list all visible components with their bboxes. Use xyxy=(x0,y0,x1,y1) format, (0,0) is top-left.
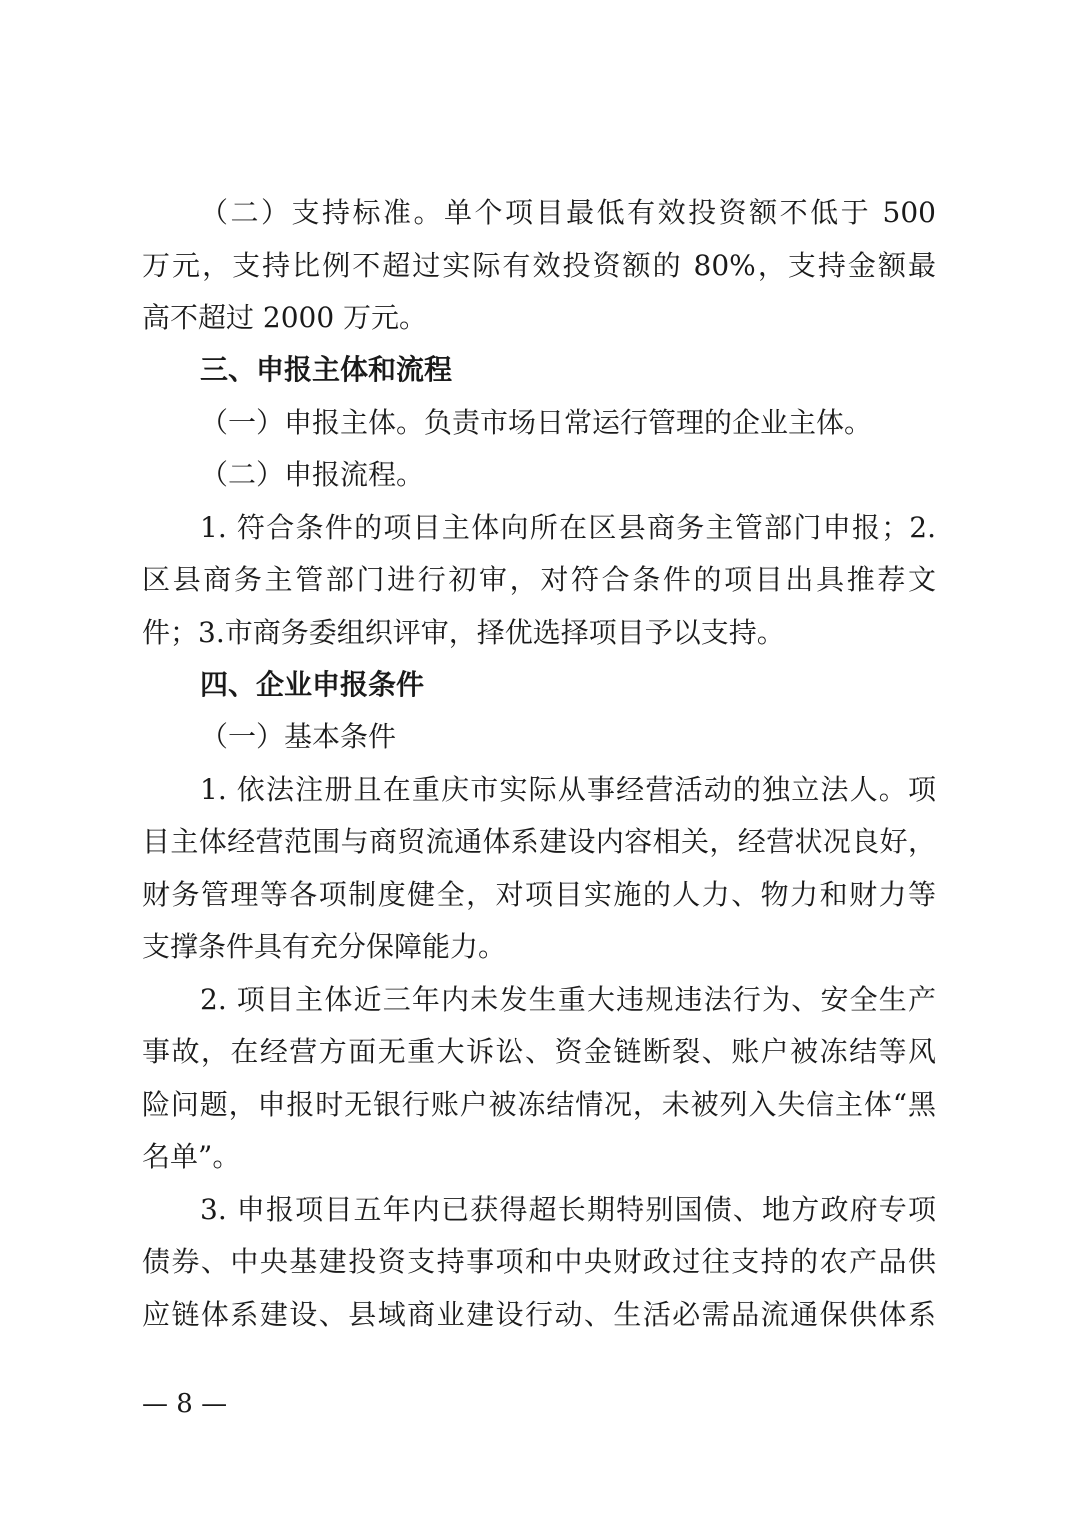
paragraph-process-line-2: 区县商务主管部门进行初审，对符合条件的项目出具推荐文 xyxy=(142,563,936,596)
condition-1-line-2: 目主体经营范围与商贸流通体系建设内容相关，经营状况良好， xyxy=(142,825,936,858)
condition-3-line-3: 应链体系建设、县域商业建设行动、生活必需品流通保供体系 xyxy=(142,1298,936,1331)
condition-2-line-2: 事故，在经营方面无重大诉讼、资金链断裂、账户被冻结等风 xyxy=(142,1035,936,1068)
paragraph-applicant: （一）申报主体。负责市场日常运行管理的企业主体。 xyxy=(200,406,873,439)
paragraph-support-standard-line-3: 高不超过 2000 万元。 xyxy=(142,301,428,334)
condition-3-line-2: 债券、中央基建投资支持事项和中央财政过往支持的农产品供 xyxy=(142,1245,936,1278)
paragraph-process-line-3: 件；3.市商务委组织评审，择优选择项目予以支持。 xyxy=(142,616,785,649)
condition-1-line-1: 1. 依法注册且在重庆市实际从事经营活动的独立法人。项 xyxy=(200,773,936,806)
section-heading-enterprise-conditions: 四、企业申报条件 xyxy=(200,668,425,701)
paragraph-support-standard-line-2: 万元，支持比例不超过实际有效投资额的 80%，支持金额最 xyxy=(142,249,936,282)
condition-3-line-1: 3. 申报项目五年内已获得超长期特别国债、地方政府专项 xyxy=(200,1193,936,1226)
page-number: — 8 — xyxy=(142,1389,228,1419)
condition-2-line-1: 2. 项目主体近三年内未发生重大违规违法行为、安全生产 xyxy=(200,983,936,1016)
condition-2-line-4: 名单”。 xyxy=(142,1140,241,1173)
paragraph-process-title: （二）申报流程。 xyxy=(200,458,425,491)
paragraph-support-standard-line-1: （二）支持标准。单个项目最低有效投资额不低于 500 xyxy=(200,196,936,229)
subheading-basic-conditions: （一）基本条件 xyxy=(200,720,397,753)
section-heading-applicant-and-process: 三、申报主体和流程 xyxy=(200,353,453,386)
condition-2-line-3: 险问题，申报时无银行账户被冻结情况，未被列入失信主体“黑 xyxy=(142,1088,936,1121)
paragraph-process-line-1: 1. 符合条件的项目主体向所在区县商务主管部门申报；2. xyxy=(200,511,936,544)
condition-1-line-3: 财务管理等各项制度健全，对项目实施的人力、物力和财力等 xyxy=(142,878,936,911)
condition-1-line-4: 支撑条件具有充分保障能力。 xyxy=(142,930,507,963)
